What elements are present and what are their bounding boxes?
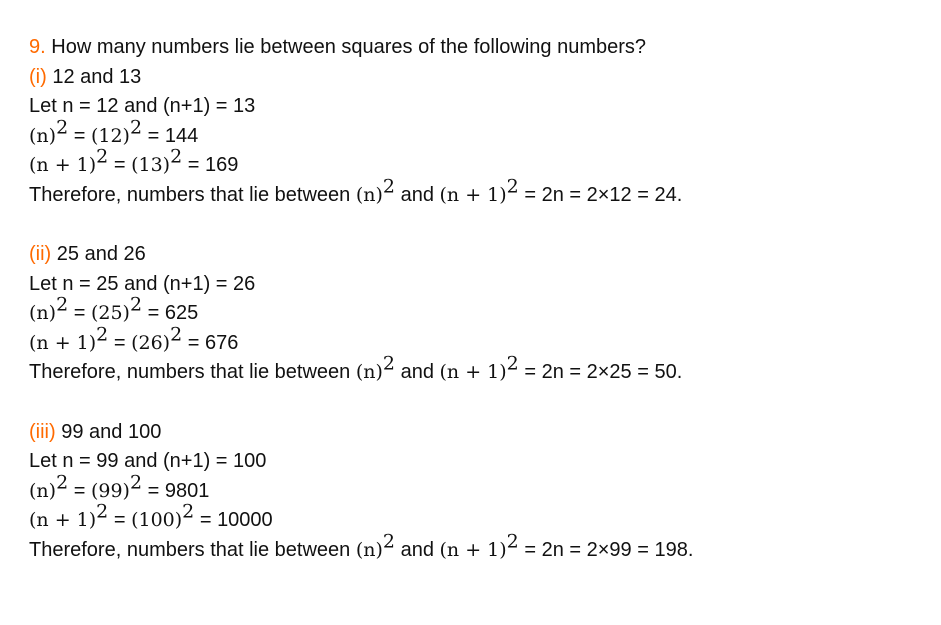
math-term: (n + 1) [439, 361, 507, 383]
exponent: 2 [506, 352, 519, 375]
question-heading [29, 33, 919, 63]
equals-sign: = [113, 154, 126, 176]
conclusion-line [29, 352, 919, 388]
equals-sign: = [147, 124, 160, 147]
exponent: 2 [129, 470, 143, 493]
part-heading [29, 63, 919, 93]
part-label: (iii) [29, 420, 56, 443]
square-n-plus-1-line [29, 145, 919, 181]
part-label: (ii) [29, 243, 52, 265]
math-term: (n + 1) [29, 509, 97, 531]
square-value: 625 [164, 302, 199, 324]
math-term: (12) [90, 124, 130, 147]
conclusion-result: = 2n = 2×99 = 198. [524, 538, 694, 561]
equals-sign: = [73, 302, 86, 324]
let-statement: Let n = 25 and (n+1) = 26 [29, 272, 256, 295]
square-n-plus-1-line [29, 322, 919, 359]
exponent: 2 [182, 500, 195, 523]
math-term: (13) [131, 154, 171, 176]
part-heading [29, 418, 919, 448]
solution-document [29, 33, 919, 565]
square-n-line [29, 293, 919, 329]
let-statement: Let n = 99 and (n+1) = 100 [29, 450, 267, 472]
square-n-line [29, 115, 919, 152]
conclusion-prefix: Therefore, numbers that lie between [29, 538, 351, 561]
math-term: (n + 1) [29, 331, 97, 354]
part-ii [29, 240, 919, 388]
exponent: 2 [96, 145, 109, 168]
conclusion-and: and [400, 361, 434, 383]
math-term: (25) [90, 302, 130, 324]
exponent: 2 [382, 529, 396, 552]
equals-sign: = [73, 479, 86, 502]
part-title: 99 and 100 [61, 420, 162, 443]
math-term: (n) [355, 361, 383, 383]
math-term: (100) [131, 509, 183, 531]
square-n-plus-1-line [29, 500, 919, 536]
part-title: 25 and 26 [56, 243, 146, 265]
square-value: 9801 [164, 479, 210, 502]
equals-sign: = [199, 509, 212, 531]
math-term: (n) [355, 183, 383, 206]
part-heading [29, 240, 919, 270]
question-number: 9. [29, 36, 46, 58]
spacer [29, 388, 919, 418]
math-term: (n + 1) [439, 183, 507, 206]
equals-sign: = [147, 479, 160, 502]
exponent: 2 [506, 174, 519, 197]
exponent: 2 [129, 293, 143, 316]
conclusion-result: = 2n = 2×12 = 24. [524, 183, 683, 206]
conclusion-and: and [400, 183, 434, 206]
math-term: (n) [29, 302, 57, 324]
math-term: (n) [355, 538, 383, 561]
math-term: (99) [90, 479, 130, 502]
math-term: (n) [29, 124, 57, 147]
square-n-line [29, 470, 919, 507]
spacer [29, 210, 919, 240]
equals-sign: = [113, 331, 126, 354]
math-term: (n) [29, 479, 57, 502]
conclusion-line [29, 174, 919, 211]
question-text: How many numbers lie between squares of the following numbers? [51, 36, 647, 58]
let-statement: Let n = 12 and (n+1) = 13 [29, 95, 256, 117]
conclusion-result: = 2n = 2×25 = 50. [524, 361, 683, 383]
square-value: 10000 [217, 509, 273, 531]
part-title: 12 and 13 [52, 65, 142, 88]
equals-sign: = [187, 331, 200, 354]
exponent: 2 [382, 352, 396, 375]
exponent: 2 [129, 115, 143, 138]
math-term: (n + 1) [439, 538, 507, 561]
math-term: (26) [131, 331, 171, 354]
conclusion-line [29, 529, 919, 566]
exponent: 2 [506, 529, 519, 552]
conclusion-prefix: Therefore, numbers that lie between [29, 183, 351, 206]
math-term: (n + 1) [29, 154, 97, 176]
exponent: 2 [170, 145, 183, 168]
conclusion-and: and [400, 538, 434, 561]
equals-sign: = [73, 124, 86, 147]
conclusion-prefix: Therefore, numbers that lie between [29, 361, 351, 383]
part-label: (i) [29, 65, 47, 88]
exponent: 2 [56, 470, 69, 493]
exponent: 2 [96, 322, 109, 345]
square-value: 144 [164, 124, 199, 147]
exponent: 2 [382, 174, 396, 197]
part-iii [29, 418, 919, 566]
equals-sign: = [113, 509, 126, 531]
exponent: 2 [170, 322, 183, 345]
exponent: 2 [56, 115, 69, 138]
equals-sign: = [187, 154, 200, 176]
part-i [29, 63, 919, 211]
square-value: 169 [204, 154, 239, 176]
exponent: 2 [56, 293, 69, 316]
square-value: 676 [204, 331, 239, 354]
equals-sign: = [147, 302, 160, 324]
exponent: 2 [96, 500, 109, 523]
